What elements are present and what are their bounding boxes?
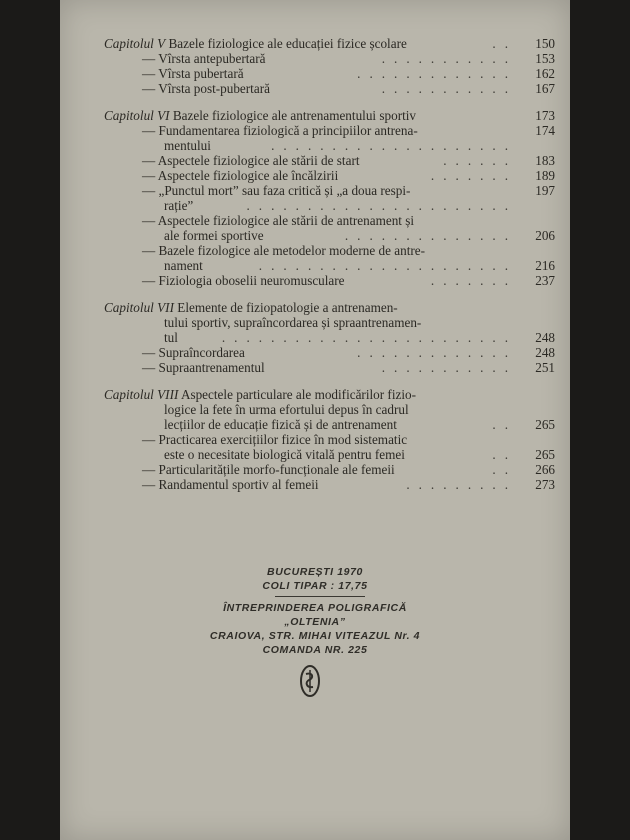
toc-entry-line <box>104 66 559 81</box>
leader-dots: .. <box>492 417 517 432</box>
entry-title: lecțiilor de educație fizică și de antrenament <box>164 417 397 432</box>
page-number: 251 <box>535 360 555 375</box>
page-number: 189 <box>535 168 555 183</box>
toc-chapter-line <box>104 300 559 315</box>
toc-entry-text <box>164 402 409 417</box>
toc-entry-text <box>142 345 245 360</box>
entry-title: rație” <box>164 198 194 213</box>
toc-chapter-line <box>104 387 559 402</box>
toc-entry-line <box>104 213 559 228</box>
toc-entry-text <box>164 417 397 432</box>
page-number: 197 <box>535 183 555 198</box>
toc-entry-line <box>104 417 559 432</box>
toc-entry-text <box>142 213 414 228</box>
leader-dots: ........................ <box>221 330 517 345</box>
entry-title: tul <box>164 330 178 345</box>
page-number: 206 <box>535 228 555 243</box>
toc-entry-text <box>104 36 407 51</box>
entry-title: — Vîrsta pubertară <box>142 66 244 81</box>
toc-chapter-line <box>104 36 559 51</box>
page-number: 173 <box>535 108 555 123</box>
toc-entry-line <box>104 258 559 273</box>
entry-title: — Fiziologia oboselii neuromusculare <box>142 273 345 288</box>
toc-entry-text <box>142 462 395 477</box>
imprint-printer-name: „OLTENIA” <box>284 616 346 628</box>
chapter-label: Capitolul VI <box>104 108 170 123</box>
toc-gap <box>104 375 559 387</box>
entry-title: Aspectele particulare ale modificărilor fizio- <box>180 387 416 402</box>
toc-entry-text <box>104 300 398 315</box>
toc-entry-line <box>104 402 559 417</box>
leader-dots: ....... <box>430 168 517 183</box>
page-number: 150 <box>535 36 555 51</box>
leader-dots: ............. <box>357 66 517 81</box>
entry-title: Elemente de fiziopatologie a antrenamen- <box>177 300 398 315</box>
leader-dots: ....... <box>430 273 517 288</box>
entry-title: — Supraîncordarea <box>142 345 245 360</box>
toc-entry-text <box>104 108 416 123</box>
toc-entry-line <box>104 228 559 243</box>
entry-title: — Practicarea exercițiilor fizice în mod sistematic <box>142 432 408 447</box>
toc-entry-text <box>104 387 416 402</box>
entry-title: — Vîrsta antepubertară <box>142 51 266 66</box>
toc-entry-text <box>142 183 410 198</box>
leader-dots: ...... <box>443 153 517 168</box>
toc-entry-line <box>104 345 559 360</box>
toc-entry-line <box>104 273 559 288</box>
toc-entry-text <box>142 168 338 183</box>
entry-title: — „Punctul mort” sau faza critică și „a doua respi- <box>142 183 411 198</box>
page-number: 167 <box>535 81 555 96</box>
entry-title: — Aspectele fiziologice ale stării de antrenament și <box>142 213 415 228</box>
toc-gap <box>104 288 559 300</box>
chapter-label: Capitolul VII <box>104 300 174 315</box>
toc-entry-text <box>164 330 178 345</box>
page-number: 162 <box>535 66 555 81</box>
leader-dots: ..................... <box>258 258 517 273</box>
page-number: 265 <box>535 417 555 432</box>
toc-entry-line <box>104 447 559 462</box>
entry-title: nament <box>164 258 203 273</box>
toc-entry-line <box>104 168 559 183</box>
toc-chapter-line <box>104 108 559 123</box>
imprint-printer: ÎNTREPRINDEREA POLIGRAFICĂ <box>223 602 407 614</box>
leader-dots: .................... <box>271 138 517 153</box>
leader-dots: ............. <box>357 345 517 360</box>
toc-entry-line <box>104 123 559 138</box>
page-number: 248 <box>535 330 555 345</box>
entry-title: — Aspectele fiziologice ale stării de start <box>142 153 360 168</box>
chapter-label: Capitolul V <box>104 36 166 51</box>
leader-dots: ...................... <box>246 198 517 213</box>
toc-entry-text <box>142 360 265 375</box>
toc-entry-text <box>164 138 211 153</box>
page-number: 216 <box>535 258 555 273</box>
page-number: 265 <box>535 447 555 462</box>
toc-entry-text <box>164 198 193 213</box>
toc-entry-line <box>104 462 559 477</box>
entry-title: — Particularitățile morfo-funcționale ale femeii <box>142 462 395 477</box>
toc-entry-text <box>142 123 418 138</box>
leader-dots: ........... <box>381 81 517 96</box>
imprint-city-year: BUCUREȘTI 1970 <box>267 566 363 578</box>
entry-title: — Aspectele fiziologice ale încălzirii <box>142 168 339 183</box>
toc-entry-line <box>104 153 559 168</box>
leader-dots: ......... <box>406 477 517 492</box>
toc-entry-line <box>104 315 559 330</box>
toc-entry-text <box>142 273 345 288</box>
entry-title: tului sportiv, supraîncordarea și spraantrenamen- <box>164 315 422 330</box>
entry-title: Bazele fiziologice ale antrenamentului sportiv <box>172 108 417 123</box>
toc-entry-text <box>142 51 266 66</box>
toc-entry-line <box>104 51 559 66</box>
toc-entry-text <box>164 258 203 273</box>
toc-gap <box>104 96 559 108</box>
toc-entry-line <box>104 81 559 96</box>
page-number: 266 <box>535 462 555 477</box>
toc-entry-text <box>164 228 264 243</box>
leader-dots: .. <box>492 462 517 477</box>
toc-entry-text <box>142 66 244 81</box>
entry-title: — Vîrsta post-pubertară <box>142 81 270 96</box>
entry-title: logice la fete în urma efortului depus în cadrul <box>164 402 409 417</box>
chapter-label: Capitolul VIII <box>104 387 179 402</box>
toc-entry-line <box>104 432 559 447</box>
page-number: 183 <box>535 153 555 168</box>
table-of-contents <box>104 36 559 492</box>
entry-title: mentului <box>164 138 211 153</box>
entry-title: — Bazele fizologice ale metodelor moderne de antre- <box>142 243 426 258</box>
toc-entry-text <box>142 153 360 168</box>
printer-logo-icon <box>299 664 321 698</box>
toc-entry-line <box>104 243 559 258</box>
entry-title: — Randamentul sportiv al femeii <box>142 477 319 492</box>
entry-title: Bazele fiziologice ale educației fizice școlare <box>168 36 407 51</box>
imprint-sheets: COLI TIPAR : 17,75 <box>262 580 368 592</box>
page-number: 174 <box>535 123 555 138</box>
leader-dots: .............. <box>344 228 517 243</box>
toc-entry-line <box>104 183 559 198</box>
imprint-divider <box>275 596 365 597</box>
entry-title: ale formei sportive <box>164 228 264 243</box>
toc-entry-line <box>104 330 559 345</box>
toc-entry-text <box>142 432 407 447</box>
page-number: 248 <box>535 345 555 360</box>
toc-entry-text <box>164 447 405 462</box>
leader-dots: ........... <box>381 360 517 375</box>
toc-entry-line <box>104 138 559 153</box>
page-number: 237 <box>535 273 555 288</box>
toc-entry-line <box>104 477 559 492</box>
imprint-order: COMANDA NR. 225 <box>262 644 368 656</box>
toc-entry-text <box>142 477 319 492</box>
toc-entry-text <box>142 243 425 258</box>
entry-title: — Supraantrenamentul <box>142 360 265 375</box>
leader-dots: .. <box>492 447 517 462</box>
page-number: 153 <box>535 51 555 66</box>
leader-dots: ........... <box>381 51 517 66</box>
leader-dots: .. <box>492 36 517 51</box>
toc-entry-text <box>142 81 270 96</box>
page-number: 273 <box>535 477 555 492</box>
toc-entry-line <box>104 198 559 213</box>
toc-entry-text <box>164 315 421 330</box>
imprint-address: CRAIOVA, STR. MIHAI VITEAZUL Nr. 4 <box>209 630 421 642</box>
toc-entry-line <box>104 360 559 375</box>
entry-title: este o necesitate biologică vitală pentru femei <box>164 447 405 462</box>
entry-title: — Fundamentarea fiziologică a principiilor antrena- <box>142 123 418 138</box>
